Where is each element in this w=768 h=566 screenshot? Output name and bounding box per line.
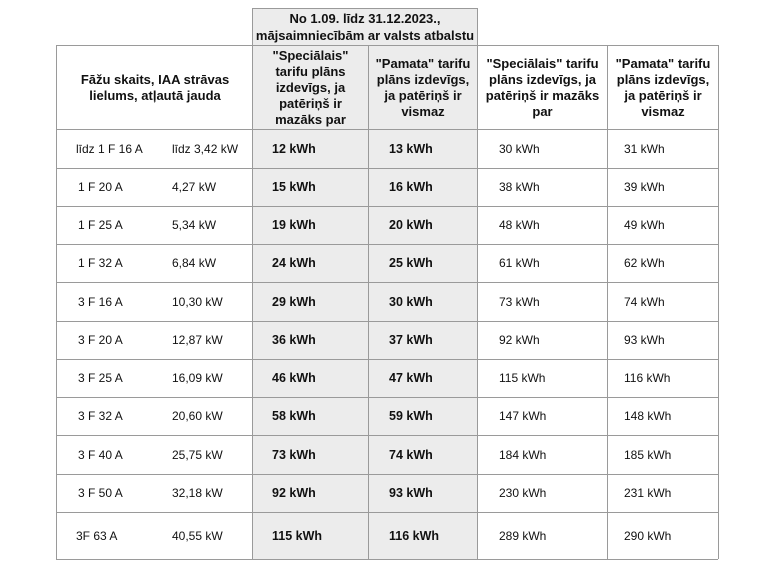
cell-phase-current: 1 F 20 A <box>78 180 123 194</box>
cell-special: 184 kWh <box>499 447 547 462</box>
cell-phase-current: 3 F 25 A <box>78 371 123 385</box>
cell-special: 38 kWh <box>499 180 540 194</box>
cell-special: 73 kWh <box>499 294 540 309</box>
cell-special: 115 kWh <box>499 371 546 385</box>
cell-basic: 74 kWh <box>624 294 665 309</box>
cell-allowed-power: 25,75 kW <box>172 447 223 462</box>
cell-basic: 39 kWh <box>624 180 665 194</box>
cell-basic-supported: 93 kWh <box>389 486 433 500</box>
cell-special: 61 kWh <box>499 256 540 270</box>
cell-allowed-power: 32,18 kW <box>172 486 223 500</box>
cell-special-supported: 12 kWh <box>272 141 316 156</box>
cell-special: 48 kWh <box>499 218 540 232</box>
cell-basic-supported: 20 kWh <box>389 218 433 232</box>
header-basic-plan-supported: "Pamata" tarifu plāns izdevīgs, ja patēriņš ir vismaz <box>375 55 471 119</box>
cell-special: 147 kWh <box>499 409 547 423</box>
cell-special-supported: 24 kWh <box>272 256 316 270</box>
cell-allowed-power: 20,60 kW <box>172 409 223 423</box>
cell-phase-current: 3 F 20 A <box>78 333 123 347</box>
cell-basic-supported: 37 kWh <box>389 333 433 347</box>
cell-phase-current: 1 F 32 A <box>78 256 123 270</box>
cell-allowed-power: 4,27 kW <box>172 180 217 194</box>
cell-phase-current: 3F 63 A <box>76 528 118 543</box>
cell-basic: 185 kWh <box>624 447 672 462</box>
cell-basic: 62 kWh <box>624 256 665 270</box>
cell-basic: 290 kWh <box>624 528 672 543</box>
cell-phase-current: 3 F 32 A <box>78 409 123 423</box>
cell-basic-supported: 74 kWh <box>389 447 433 462</box>
cell-basic-supported: 16 kWh <box>389 180 433 194</box>
cell-basic-supported: 25 kWh <box>389 256 433 270</box>
cell-basic-supported: 59 kWh <box>389 409 433 423</box>
cell-allowed-power: līdz 3,42 kW <box>172 141 239 156</box>
cell-basic-supported: 47 kWh <box>389 371 433 385</box>
cell-special-supported: 36 kWh <box>272 333 316 347</box>
cell-basic-supported: 13 kWh <box>389 141 433 156</box>
cell-special-supported: 15 kWh <box>272 180 316 194</box>
cell-phase-current: 3 F 40 A <box>78 447 123 462</box>
cell-special: 30 kWh <box>499 141 540 156</box>
cell-basic-supported: 30 kWh <box>389 294 433 309</box>
cell-special-supported: 46 kWh <box>272 371 316 385</box>
cell-phase-current: līdz 1 F 16 A <box>76 141 143 156</box>
cell-special: 230 kWh <box>499 486 547 500</box>
header-basic-plan: "Pamata" tarifu plāns izdevīgs, ja patēriņš ir vismaz <box>615 55 711 119</box>
cell-allowed-power: 40,55 kW <box>172 528 223 543</box>
cell-allowed-power: 12,87 kW <box>172 333 223 347</box>
cell-special-supported: 19 kWh <box>272 218 316 232</box>
cell-basic: 49 kWh <box>624 218 665 232</box>
header-special-plan: "Speciālais" tarifu plāns izdevīgs, ja patēriņš ir mazāks par <box>485 55 600 119</box>
cell-special-supported: 73 kWh <box>272 447 316 462</box>
cell-special-supported: 92 kWh <box>272 486 316 500</box>
cell-allowed-power: 6,84 kW <box>172 256 217 270</box>
header-phase-current-power: Fāžu skaits, IAA strāvas lielums, atļautā jauda <box>80 71 230 103</box>
cell-phase-current: 3 F 50 A <box>78 486 123 500</box>
cell-phase-current: 3 F 16 A <box>78 294 123 309</box>
tariff-table <box>56 8 718 560</box>
cell-allowed-power: 5,34 kW <box>172 218 217 232</box>
cell-special-supported: 115 kWh <box>272 528 323 543</box>
cell-basic: 148 kWh <box>624 409 672 423</box>
cell-basic: 116 kWh <box>624 371 671 385</box>
cell-allowed-power: 16,09 kW <box>172 371 223 385</box>
cell-basic-supported: 116 kWh <box>389 528 440 543</box>
cell-phase-current: 1 F 25 A <box>78 218 123 232</box>
cell-basic: 231 kWh <box>624 486 672 500</box>
cell-special: 92 kWh <box>499 333 540 347</box>
cell-allowed-power: 10,30 kW <box>172 294 223 309</box>
cell-special-supported: 58 kWh <box>272 409 316 423</box>
cell-basic: 31 kWh <box>624 141 665 156</box>
header-special-plan-supported: "Speciālais" tarifu plāns izdevīgs, ja patēriņš ir mazāks par <box>272 47 349 127</box>
cell-basic: 93 kWh <box>624 333 665 347</box>
cell-special: 289 kWh <box>499 528 547 543</box>
cell-special-supported: 29 kWh <box>272 294 316 309</box>
period-header: No 1.09. līdz 31.12.2023., mājsaimniecībām ar valsts atbalstu <box>255 11 475 43</box>
